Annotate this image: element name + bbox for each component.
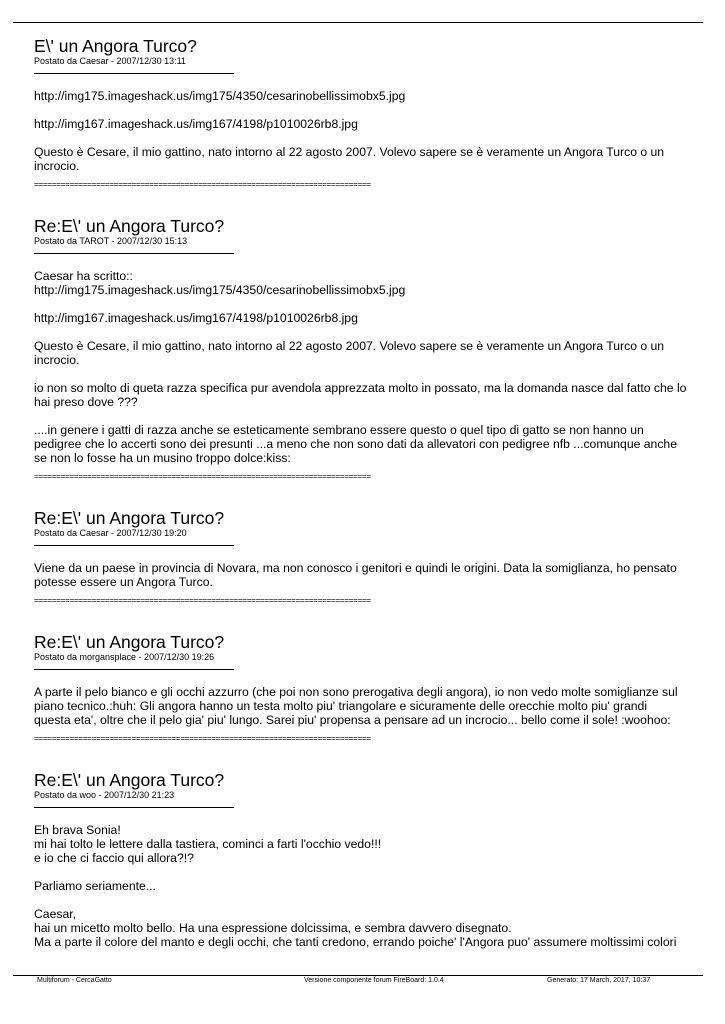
post-separator: ============================================================================ [34, 734, 371, 743]
post-meta: Postato da morgansplace - 2007/12/30 19:26 [34, 652, 215, 662]
meta-divider [34, 253, 234, 254]
footer-generated: Generato: 17 March, 2017, 10:37 [547, 977, 651, 984]
post-paragraph: Viene da un paese in provincia di Novara, ma non conosco i genitori e quindi le origini. Data la somiglianza, ho pensato potesse essere un Angora Turco. [34, 561, 677, 589]
post-3 [34, 508, 694, 606]
post-paragraph: ....in genere i gatti di razza anche se esteticamente sembrano essere questo o quel tipo di gatto se non hanno un pedigree che lo accerti sono dei presunti ...a meno che non sono dati da allevatori con pedigree nfb ...comunque anche se non lo fosse ha un musino troppo dolce:kiss: [34, 423, 677, 465]
post-paragraph: Eh brava Sonia! mi hai tolto le lettere dalla tastiera, cominci a farti l'occhio vedo!!! e io che ci faccio qui allora?!? [34, 823, 382, 865]
post-paragraph: Questo è Cesare, il mio gattino, nato intorno al 22 agosto 2007. Volevo sapere se è veramente un Angora Turco o un incrocio. [34, 339, 665, 367]
post-paragraph: Questo è Cesare, il mio gattino, nato intorno al 22 agosto 2007. Volevo sapere se è veramente un Angora Turco o un incrocio. [34, 145, 665, 173]
meta-divider [34, 669, 234, 670]
post-meta: Postato da Caesar - 2007/12/30 13:11 [34, 56, 186, 66]
post-separator: ============================================================================ [34, 180, 371, 189]
post-2 [34, 216, 694, 482]
forum-thread [34, 36, 694, 949]
post-title: E\' un Angora Turco? [34, 36, 197, 56]
post-title: Re:E\' un Angora Turco? [34, 632, 225, 652]
post-paragraph: http://img175.imageshack.us/img175/4350/cesarinobellissimobx5.jpg [34, 89, 406, 103]
footer-version: Versione componente forum FireBoard: 1.0.4 [304, 977, 444, 984]
post-meta: Postato da woo - 2007/12/30 21:23 [34, 790, 175, 800]
post-meta: Postato da Caesar - 2007/12/30 19:20 [34, 528, 187, 538]
post-separator: ============================================================================ [34, 596, 371, 605]
post-4 [34, 632, 694, 744]
page-footer [37, 977, 657, 987]
meta-divider [34, 73, 234, 74]
post-1 [34, 36, 694, 190]
meta-divider [34, 807, 234, 808]
footer-site-name: Multiforum - CercaGatto [37, 977, 112, 984]
post-paragraph: Caesar, hai un micetto molto bello. Ha una espressione dolcissima, e sembra davvero disegnato. Ma a parte il colore del manto e degli occhi, che tanti credono, errando poiche' l'Angora puo' assumere moltissimi colori [34, 907, 677, 949]
post-paragraph: Parliamo seriamente... [34, 879, 156, 893]
post-paragraph: http://img167.imageshack.us/img167/4198/p1010026rb8.jpg [34, 311, 358, 325]
post-5 [34, 770, 694, 949]
post-paragraph: A parte il pelo bianco e gli occhi azzurro (che poi non sono prerogativa degli angora), io non vedo molte somiglianze sul piano tecnico.:huh: Gli angora hanno un testa molto piu' triangolare e sicuramente delle orecchie molto piu' grandi questa eta', oltre che il pelo gia' piu' lungo. Sarei piu' propensa a pensare ad un incrocio... bello come il sole! :woohoo: [34, 685, 678, 727]
post-paragraph: io non so molto di queta razza specifica pur avendola apprezzata molto in possato, ma la domanda nasce dal fatto che lo hai preso dove ??? [34, 381, 687, 409]
post-title: Re:E\' un Angora Turco? [34, 770, 225, 790]
post-separator: ============================================================================ [34, 472, 371, 481]
post-paragraph: Caesar ha scritto:: http://img175.imageshack.us/img175/4350/cesarinobellissimobx5.jpg [34, 269, 406, 297]
post-paragraph: http://img167.imageshack.us/img167/4198/p1010026rb8.jpg [34, 117, 358, 131]
post-title: Re:E\' un Angora Turco? [34, 508, 225, 528]
post-title: Re:E\' un Angora Turco? [34, 216, 225, 236]
footer-rule [13, 975, 703, 976]
meta-divider [34, 545, 234, 546]
post-meta: Postato da TAROT - 2007/12/30 15:13 [34, 236, 188, 246]
top-rule [13, 22, 703, 23]
